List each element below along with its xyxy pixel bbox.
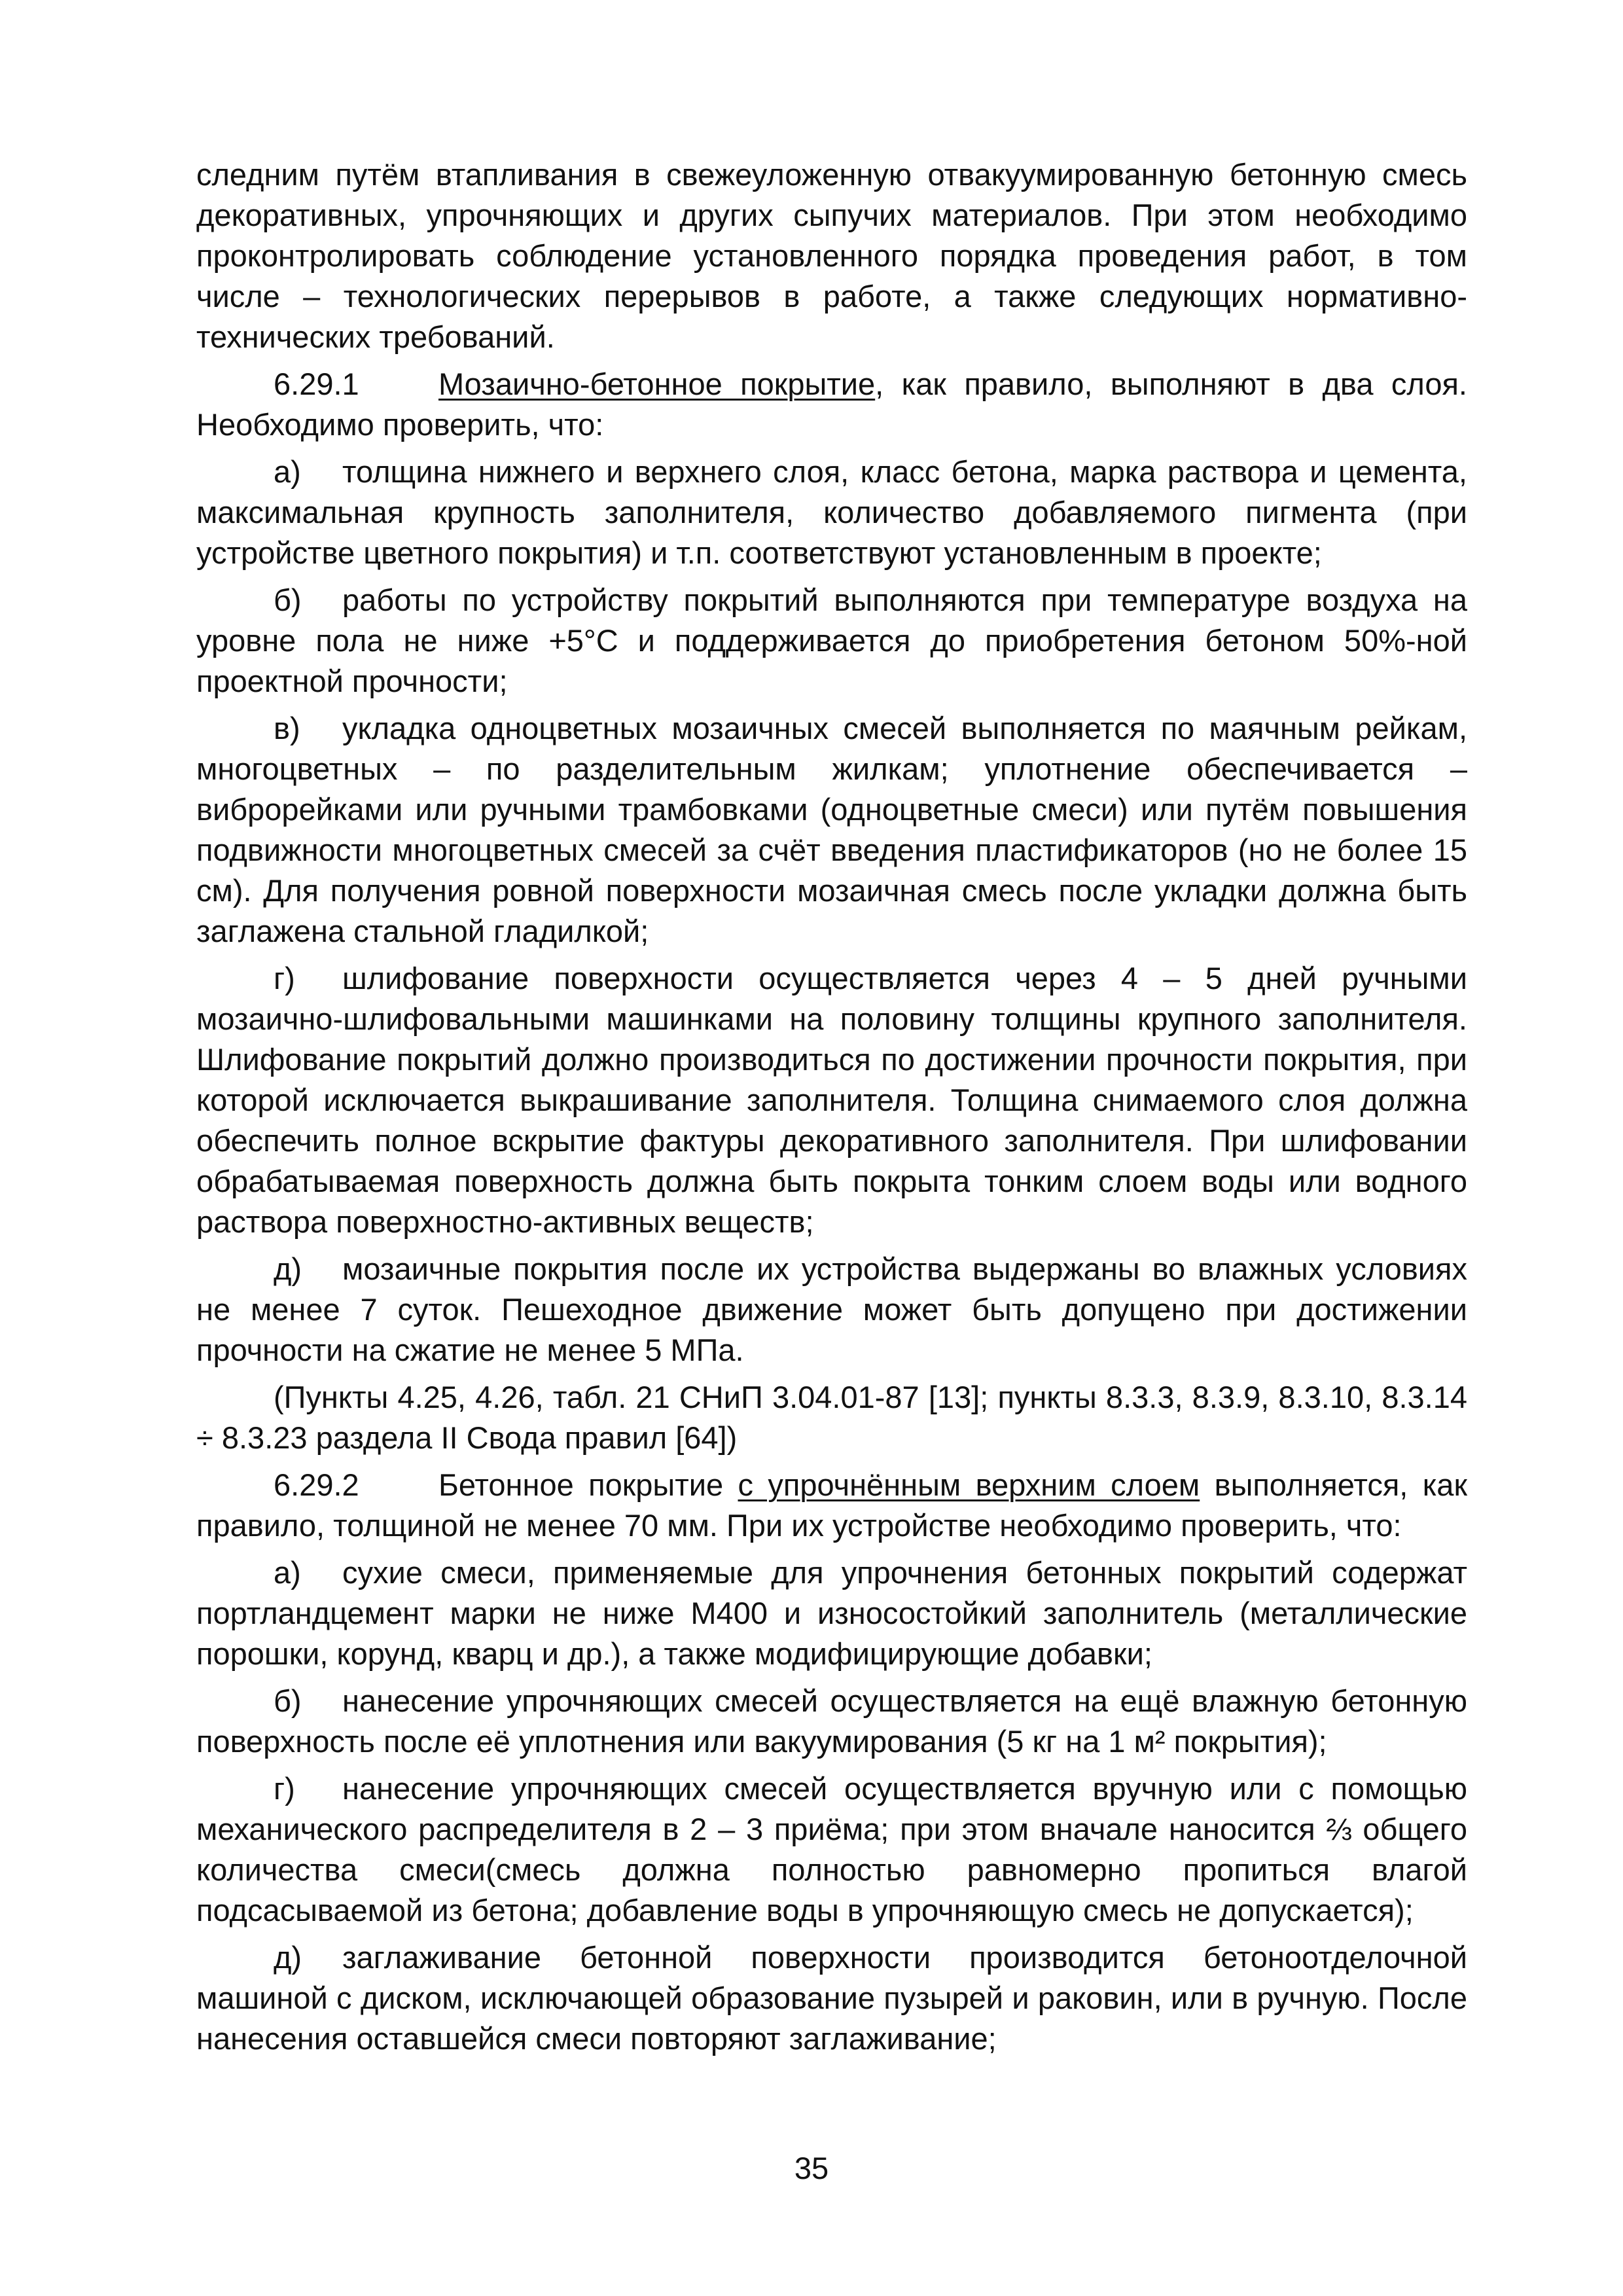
list-item-label: а) [274,454,301,489]
section-text: выполняется, как правило, толщиной не менее 70 мм. При их устройстве необходимо проверить, что: [196,1467,1468,1543]
list-item-label: г) [274,1771,295,1806]
section-title: Мозаично-бетонное покрытие [438,367,876,401]
list-item [196,958,1467,1242]
list-item-label: б) [274,1683,302,1718]
list-item-text: мозаичные покрытия после их устройства выдержаны во влажных условиях не менее 7 суток. Пешеходное движение может быть допущено при достижении прочности на сжатие не менее 5 МПа. [196,1251,1467,1367]
page-number: 35 [794,2151,829,2185]
list-item-label: д) [274,1251,302,1286]
list-item-text: заглаживание бетонной поверхности производится бетоноотделочной машиной с диском, исключающей образование пузырей и раковин, или в ручную. После нанесения оставшейся смеси повторяют заглаживание; [196,1940,1467,2056]
list-item [196,1552,1467,1674]
list-item-label: а) [274,1555,301,1590]
list-item [196,452,1467,573]
list-item-text: шлифование поверхности осуществляется через 4 – 5 дней ручными мозаично-шлифовальными машинками на половину толщины крупного заполнителя. Шлифование покрытий должно производиться по достижении прочности покрытия, при которой исключается выкрашивание заполнителя. Толщина снимаемого слоя должна обеспечить полное вскрытие фактуры декоративного заполнителя. При шлифовании обрабатываемая поверхность должна быть покрыта тонким слоем воды или водного раствора поверхностно-активных веществ; [196,961,1467,1239]
list-item-text: работы по устройству покрытий выполняются при температуре воздуха на уровне пола не ниже +5°С и поддерживается до приобретения бетоном 50%-ной проектной прочности; [196,583,1467,698]
list-item-label: д) [274,1940,302,1975]
section-title: с упрочнённым верхним слоем [738,1467,1200,1502]
list-item [196,1937,1467,2059]
list-item-text: нанесение упрочняющих смесей осуществляется на ещё влажную бетонную поверхность после её уплотнения или вакуумирования (5 кг на 1 м² покрытия); [196,1683,1467,1759]
intro-paragraph: следним путём втапливания в свежеуложенную отвакуумированную бетонную смесь декоративных, упрочняющих и других сыпучих материалов. При этом необходимо проконтролировать соблюдение установленного порядка проведения работ, в том числе – технологических перерывов в работе, а также следующих нормативно-технических требований. [196,157,1467,354]
section-6-29-2-heading [196,1465,1467,1546]
reference-paragraph: (Пункты 4.25, 4.26, табл. 21 СНиП 3.04.01-87 [13]; пункты 8.3.3, 8.3.9, 8.3.10, 8.3.14 ÷ 8.3.23 раздела II Свода правил [64]) [196,1380,1467,1455]
section-number: 6.29.2 [274,1467,359,1502]
list-item [196,1681,1467,1762]
list-item [196,580,1467,702]
section-6-29-1-heading [196,364,1467,445]
section-lead: Бетонное покрытие [438,1467,738,1502]
document-page [196,154,1467,2066]
list-item-text: сухие смеси, применяемые для упрочнения бетонных покрытий содержат портландцемент марки не ниже М400 и износостойкий заполнитель (металлические порошки, корунд, кварц и др.), а также модифицирующие добавки; [196,1555,1467,1671]
list-item [196,1249,1467,1371]
list-item-label: б) [274,583,302,617]
list-item-label: г) [274,961,295,996]
list-item-label: в) [274,711,300,745]
section-text: , как правило, выполняют в два слоя. Необходимо проверить, что: [196,367,1467,442]
list-item-text: нанесение упрочняющих смесей осуществляется вручную или с помощью механического распределителя в 2 – 3 приёма; при этом вначале наносится ⅔ общего количества смеси(смесь должна полностью равномерно пропиться влагой подсасываемой из бетона; добавление воды в упрочняющую смесь не допускается); [196,1771,1467,1928]
list-item [196,1768,1467,1931]
list-item-text: укладка одноцветных мозаичных смесей выполняется по маячным рейкам, многоцветных – по разделительным жилкам; уплотнение обеспечивается – виброрейками или ручными трамбовками (одноцветные смеси) или путём повышения подвижности многоцветных смесей за счёт введения пластификаторов (но не более 15 см). Для получения ровной поверхности мозаичная смесь после укладки должна быть заглажена стальной гладилкой; [196,711,1467,948]
list-item-text: толщина нижнего и верхнего слоя, класс бетона, марка раствора и цемента, максимальная крупность заполнителя, количество добавляемого пигмента (при устройстве цветного покрытия) и т.п. соответствуют установленным в проекте; [196,454,1467,570]
list-item [196,708,1467,952]
section-number: 6.29.1 [274,367,359,401]
